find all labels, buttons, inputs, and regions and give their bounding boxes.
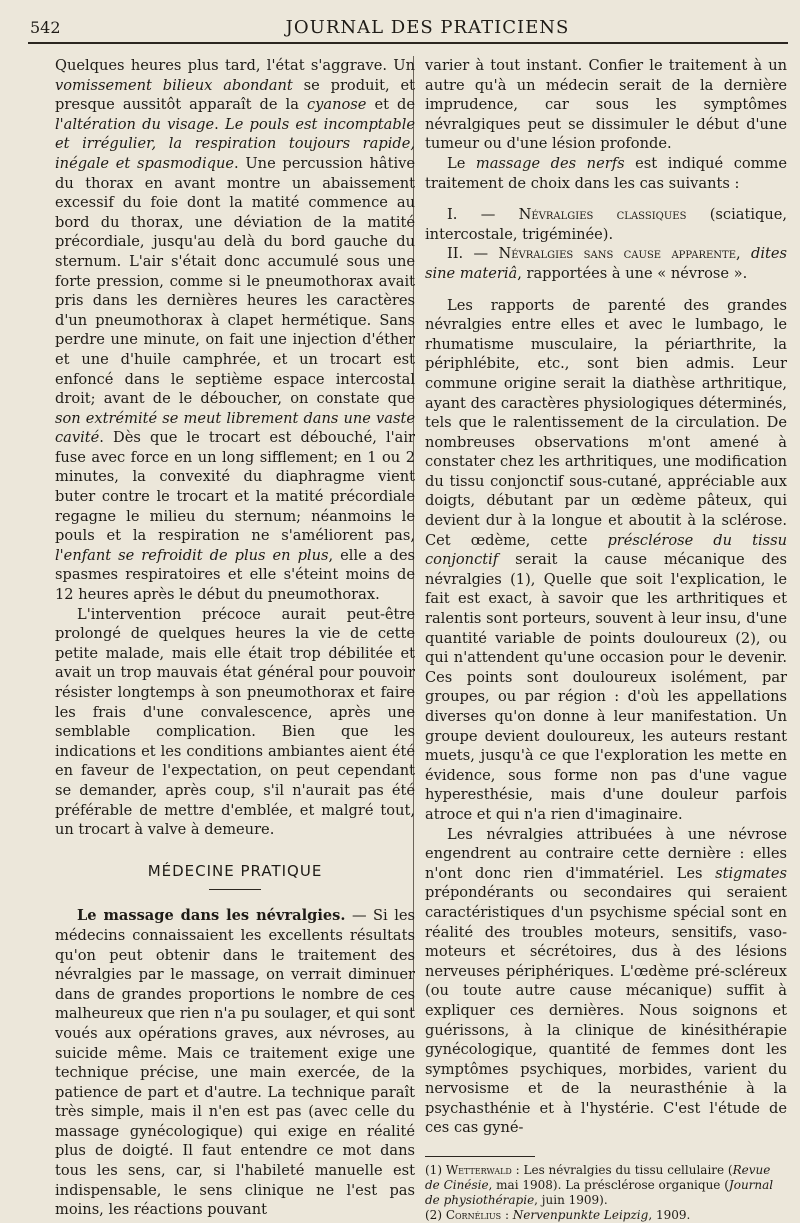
italic-run: Le pouls est incomptable et irrégulier, la respiration toujours rapide, inégale et spasmodique xyxy=(55,115,416,172)
text-run: , juin 1909). xyxy=(534,1193,608,1208)
text-run: , 1909. xyxy=(648,1208,691,1223)
italic-run: son extrémité se meut librement dans une vaste cavité xyxy=(55,409,415,447)
footnote-1 xyxy=(425,1163,787,1208)
italic-run: dites xyxy=(751,245,787,263)
page-number: 542 xyxy=(30,17,61,37)
italic-run: Revue de Cinésie xyxy=(425,1163,771,1193)
italic-run: Nervenpunkte Leipzig xyxy=(512,1208,649,1223)
section-title: MÉDECINE PRATIQUE xyxy=(147,861,323,880)
small-caps-run: Cornélius xyxy=(445,1208,502,1223)
text-run: Les névralgies attribuées à une névrose engendrent au contraire cette dernière : elles n'ont donc rien d'immatériel. Les xyxy=(425,825,787,882)
article-lead-text: — Si les médecins connaissaient les excellents résultats qu'on peut obtenir dans le traitement des névralgies par le massage, on verrait diminuer dans de grandes proportions le nombre de ces malheureux que rien n'a pu soulager, et qui sont voués aux opérations graves, aux névroses, au suicide même. Mais ce traitement exige une technique précise, une main exercée, de la patience de part et d'autre. La technique paraît très simple, mais il n'en est pas (avec celle du massage gynécologique) qui exige en réalité plus de doigté. Il faut entendre ce mot dans tous les sens, car, si l'habileté manuelle est indispensable, le sens clinique ne l'est pas moins, les réactions pouvant xyxy=(55,907,415,1219)
text-run: . Une percussion hâtive du thorax en avant montre un abaissement excessif du foie dont la matité commence au bord du thorax, une déviation de la matité précordiale, jusqu'au delà du bord gauche du sternum. L'air s'était donc accumulé sous une forte pression, comme si le pneumothorax avait pris dans les dernières heures les caractères d'un pneumothorax à clapet hermétique. Sans perdre une minute, on fait une injection d'éther et une d'huile camphrée, et un trocart est enfoncé dans le septième espace intercostal droit; avant de le déboucher, on constate que xyxy=(55,154,415,408)
text-run: : Les névralgies du tissu cellulaire ( xyxy=(511,1163,733,1178)
text-run: Quelques heures plus tard, l'état s'aggrave. Un xyxy=(55,57,415,74)
text-run: , mai 1908). La présclérose organique ( xyxy=(488,1178,729,1193)
journal-title: JOURNAL DES PRATICIENS xyxy=(285,16,570,38)
italic-run: vomissement bilieux abondant xyxy=(55,76,293,94)
text-run: prépondérants ou secondaires qui seraient caractéristiques d'un psychisme spécial sont en réalité des troubles moteurs, sensitifs, vaso-moteurs et sécrétoires, dus à des lésions nerveuses périphériques. L'œdème pré-scléreux (ou toute autre cause mécanique) suffit à expliquer ces dernières. Nous soignons et guérissons, à la clinique de kinésithérapie gynécologique, quantité de femmes dont les symptômes psychiques, morbides, varient du nervosisme et de la neurasthénie à la psychasthénie et à l'hystérie. C'est l'étude de ces cas gyné- xyxy=(425,884,787,1137)
text-run: est indiqué comme traitement de choix dans les cas suivants : xyxy=(425,154,787,192)
list-item-classic xyxy=(425,205,787,244)
footnote-2 xyxy=(425,1208,787,1223)
paragraph-parente xyxy=(425,296,787,825)
italic-run: cyanose xyxy=(306,96,367,114)
text-run: (2) xyxy=(425,1208,446,1223)
page-header xyxy=(30,12,785,42)
italic-run: stigmates xyxy=(715,864,787,882)
italic-run: massage des nerfs xyxy=(475,154,625,172)
text-run: (1) xyxy=(425,1163,446,1178)
text-run: et de xyxy=(366,96,416,114)
paragraph-nevrose xyxy=(425,825,787,1139)
left-column xyxy=(55,56,415,1220)
right-column xyxy=(425,56,787,1223)
header-rule xyxy=(28,42,788,44)
footnote-rule xyxy=(425,1156,535,1157)
paragraph-continuation: varier à tout instant. Confier le traitement à un autre qu'à un médecin serait de la dernière imprudence, car sous les symptômes névralgiques peut se dissimuler le début d'une tumeur ou d'une lésion profonde. xyxy=(425,57,787,153)
small-caps-run: Névralgies sans cause apparente xyxy=(498,245,736,263)
paragraph-intervention: L'intervention précoce aurait peut-être prolongé de quelques heures la vie de cette petite malade, mais elle était trop débilitée et avait un trop mauvais état général pour pouvoir résister longtemps à son pneumothorax et faire les frais d'une convalescence, après une semblable complication. Bien que les indications et les conditions ambiantes aient été en faveur de l'expectation, on peut cependant se demander, après coup, s'il n'aurait pas été préférable de mettre d'emblée, et malgré tout, un trocart à valve à demeure. xyxy=(55,605,415,839)
paragraph-indications xyxy=(425,154,787,193)
article-lead: Le massage dans les névralgies. xyxy=(77,907,346,925)
text-run: , xyxy=(736,245,751,263)
text-run: Les rapports de parenté des grandes névralgies entre elles et avec le lumbago, le rhumatisme musculaire, la périarthrite, la périphlébite, etc., sont bien admis. Leur commune origine serait la diathèse arthritique, ayant des caractères physiologiques déterminés, tels que le ralentissement de la circulation. De nombreuses observations m'ont amené à constater chez les arthritiques, une modification du tissu conjonctif sous-cutané, appréciable aux doigts, débutant par un œdème pâteux, qui devient dur à la longue et aboutit à la sclérose. Cet œdème, cette xyxy=(425,296,787,549)
text-run: : xyxy=(501,1208,513,1223)
text-run: , rapportées à une « névrose ». xyxy=(517,264,748,282)
text-run: (sciatique, intercostale, trigéminée). xyxy=(425,206,788,243)
italic-run: sine materiâ xyxy=(425,264,518,282)
italic-run: l'enfant se refroidit de plus en plus xyxy=(55,546,329,564)
small-caps-run: Névralgies classiques xyxy=(518,206,687,224)
paragraph-case-report xyxy=(55,56,415,605)
text-run: serait la cause mécanique des névralgies (1), Quelle que soit l'explication, le fait est exact, à savoir que les arthritiques et ralentis sont porteurs, souvent à leur insu, d'une quantité variable de points douloureux (2), ou qui n'attendent qu'une occasion pour le devenir. Ces points sont douloureux isolément, par groupes, ou par région : d'où les appellations diverses qu'on donne à leur manifestation. Un groupe devient douloureux, les auteurs restant muets, jusqu'à ce que l'exploration les mette en évidence, sous forme non pas d'une vague hyperesthésie, mais d'une douleur parfois atroce et qui n'a rien d'imaginaire. xyxy=(425,551,787,823)
italic-run: Journal de physiothérapie xyxy=(425,1178,774,1208)
text-run: se produit, et presque aussitôt apparaît de la xyxy=(55,76,416,114)
section-rule xyxy=(209,889,261,890)
text-run: , elle a des spasmes respiratoires et elle s'éteint moins de 12 heures après le début du pneumothorax. xyxy=(55,546,415,604)
italic-run: présclérose du tissu conjonctif xyxy=(425,531,787,569)
text-run: II. — xyxy=(447,245,499,263)
paragraph-massage xyxy=(55,906,415,1220)
list-item-sine-materia xyxy=(425,244,787,283)
text-run: I. — xyxy=(447,206,519,224)
text-run: . xyxy=(214,115,225,133)
text-run: . Dès que le trocart est débouché, l'air fuse avec force en un long sifflement; en 1 ou 2 minutes, la convexité du diaphragme vient buter contre le trocart et la matité précordiale regagne le milieu du sternum; néanmoins le pouls et la respiration ne s'améliorent pas, xyxy=(55,429,415,545)
text-run: Le xyxy=(447,154,476,172)
italic-run: l'altération du visage xyxy=(55,115,215,133)
small-caps-run: Wetterwald xyxy=(445,1163,512,1178)
